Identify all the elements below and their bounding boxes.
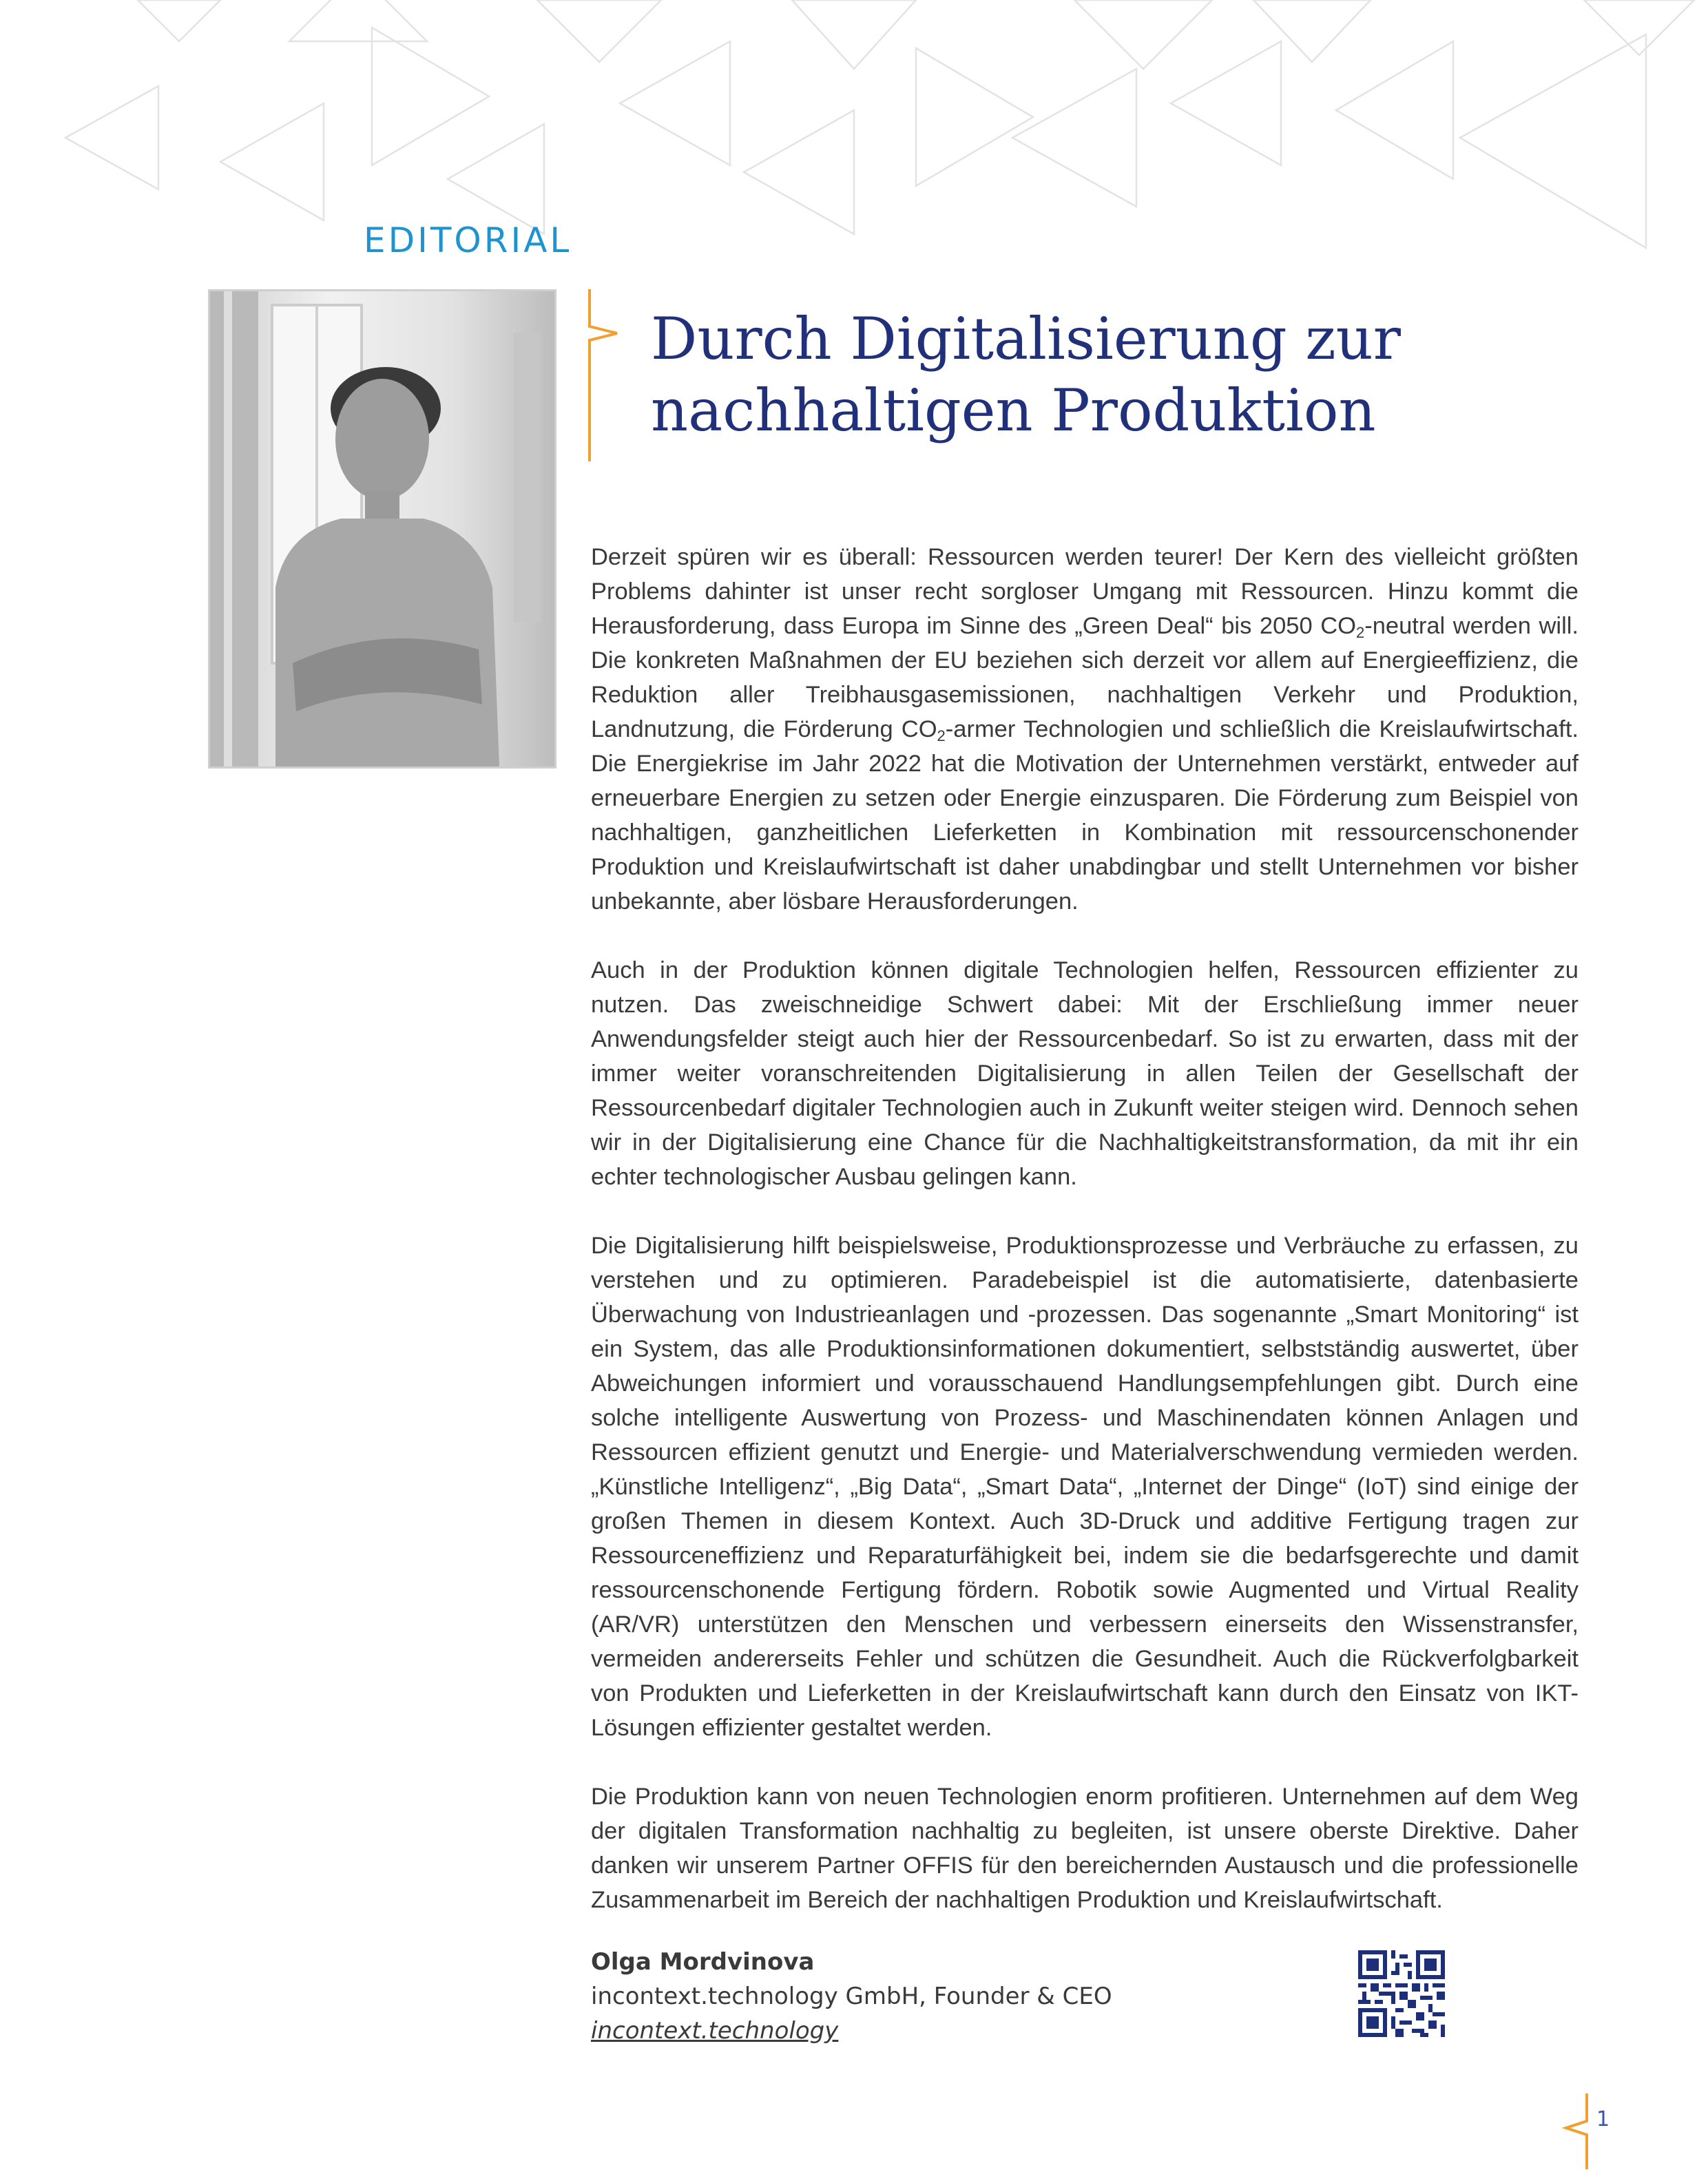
title-line-1: Durch Digitalisierung zur (651, 305, 1401, 373)
paragraph-2: Auch in der Produktion können digitale Technologien helfen, Ressourcen effizienter zu nutzen. Das zweischneidige Schwert dabei: Mit der Erschließung immer neuer Anwendungsfelder steigt auch hier der Ressourcenbedarf. So ist zu erwarten, dass mit der immer weiter voranschreitenden Digitalisierung in allen Teilen der Gesellschaft der Ressourcenbedarf digitaler Technologien auch in Zukunft weiter steigen wird. Dennoch sehen wir in der Digitalisierung eine Chance für die Nachhaltigkeitstransformation, da mit ihr ein echter technologischer Ausbau gelingen kann. (591, 957, 1579, 1190)
page-bracket-icon (1562, 2093, 1590, 2169)
author-role: incontext.technology GmbH, Founder & CEO (591, 1983, 1112, 2010)
paragraph-4: Die Produktion kann von neuen Technologien enorm profitieren. Unternehmen auf dem Weg der digitalen Transformation nachhaltig zu begleiten, ist unsere oberste Direktive. Daher danken wir unserem Partner OFFIS für den bereichernden Austausch und die professionelle Zusammenarbeit im Bereich der nachhaltigen Produktion und Kreislaufwirtschaft. (591, 1784, 1579, 1913)
article-title (651, 303, 1581, 446)
title-bracket-icon (587, 289, 621, 461)
paragraph-3: Die Digitalisierung hilft beispielsweise, Produktionsprozesse und Verbräuche zu erfassen, zu verstehen und zu optimieren. Paradebeispiel ist die automatisierte, datenbasierte Überwachung von Industrieanlagen und -prozessen. Das sogenannte „Smart Monitoring“ ist ein System, das alle Produktionsinformationen dokumentiert, selbstständig auswertet, über Abweichungen informiert und vorausschauend Handlungsempfehlungen gibt. Durch eine solche intelligente Auswertung von Prozess- und Maschinendaten können Anlagen und Ressourcen effizient genutzt und Energie- und Materialverschwendung vermieden werden. „Künstliche Intelligenz“, „Big Data“, „Smart Data“, „Internet der Dinge“ (IoT) sind einige der großen Themen in diesem Kontext. Auch 3D-Druck und additive Fertigung tragen zur Ressourceneffizienz und Reparaturfähigkeit bei, indem sie die bedarfsgerechte und damit ressourcenschonende Fertigung fördern. Robotik sowie Augmented und Virtual Reality (AR/VR) unterstützen den Menschen und verbessern einerseits den Wissenstransfer, vermeiden andererseits Fehler und schützen die Gesundheit. Auch die Rückverfolgbarkeit von Produkten und Lieferketten in der Kreislaufwirtschaft kann durch den Einsatz von IKT-Lösungen effizienter gestaltet werden. (591, 1233, 1579, 1741)
background-triangle-pattern (0, 0, 1708, 317)
paragraph-1: Derzeit spüren wir es überall: Ressourcen werden teurer! Der Kern des vielleicht größten Problems dahinter ist unser recht sorgloser Umgang mit Ressourcen. Hinzu kommt die Herausforderung, dass Europa im Sinne des „Green Deal“ bis 2050 $CO_2$-neutral werden will. Die konkreten Maßnahmen der EU beziehen sich derzeit vor allem auf Energieeffizienz, die Reduktion aller Treibhausgasemissionen, nachhaltigen Verkehr und Produktion, Landnutzung, die Förderung $CO_2$-armer Technologien und schließlich die Kreislaufwirtschaft. Die Energiekrise im Jahr 2022 hat die Motivation der Unternehmen verstärkt, entweder auf erneuerbare Energien zu setzen oder Energie einzusparen. Die Förderung zum Beispiel von nachhaltigen, ganzheitlichen Lieferketten in Kombination mit ressourcenschonender Produktion und Kreislaufwirtschaft ist daher unabdingbar und stellt Unternehmen vor bisher unbekannte, aber lösbare Herausforderungen. (591, 544, 1579, 915)
author-name: Olga Mordvinova (591, 1948, 815, 1976)
signature-block (591, 1945, 1280, 2048)
page-number: 1 (1596, 2107, 1610, 2131)
section-label: EDITORIAL (364, 220, 572, 260)
qr-code-icon[interactable] (1358, 1950, 1445, 2037)
company-link[interactable]: incontext.technology (591, 2017, 839, 2045)
author-portrait (208, 289, 556, 769)
title-line-2: nachhaltigen Produktion (651, 377, 1376, 444)
article-body (591, 540, 1579, 1917)
